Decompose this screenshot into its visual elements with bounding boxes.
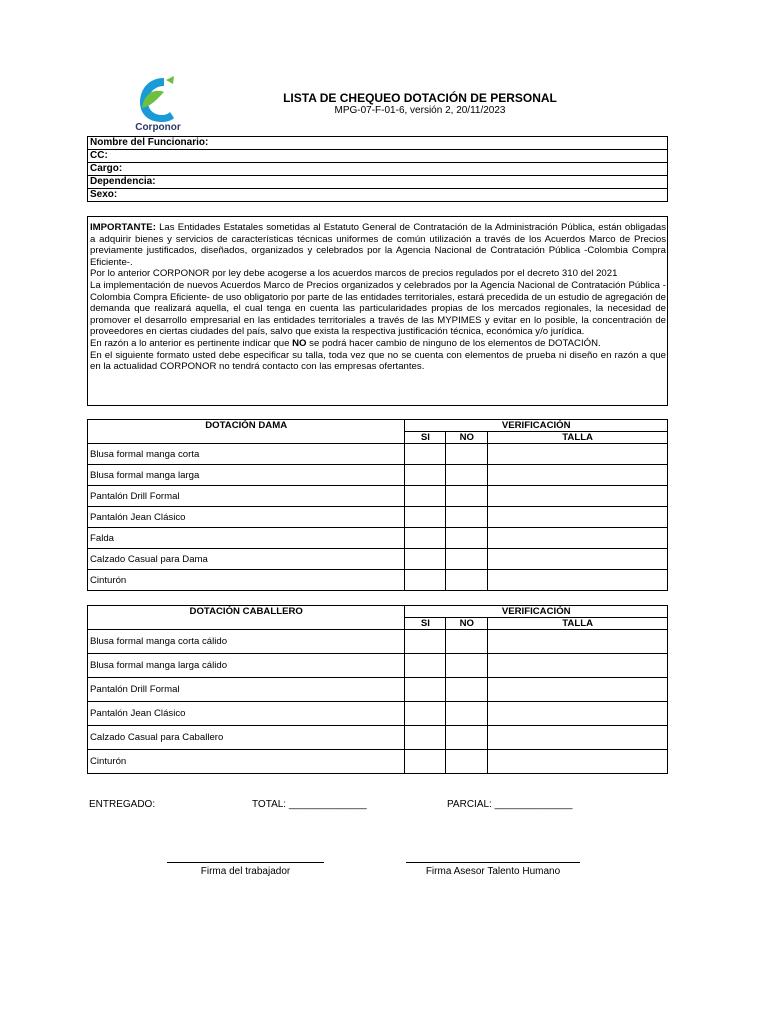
dama-si-cell[interactable]: [405, 549, 446, 570]
worker-signature-label: Firma del trabajador: [200, 866, 291, 877]
caballero-talla-cell[interactable]: [488, 702, 668, 726]
dama-item: Blusa formal manga corta: [88, 444, 405, 465]
caballero-talla-cell[interactable]: [488, 630, 668, 654]
document-title: LISTA DE CHEQUEO DOTACIÓN DE PERSONAL: [283, 91, 557, 105]
dama-talla-cell[interactable]: [488, 444, 668, 465]
dama-no-cell[interactable]: [446, 507, 488, 528]
notice-p3: La implementación de nuevos Acuerdos Marco de Precios organizados y celebrados por la Agencia Nacional de Contratación Pública -Colombia Compra Eficiente- de uso obligatorio por parte de las entidades territoriales, estará precedida de un estudio de agregación de demanda que realizará aquella, el cual tenga en cuenta las particularidades propias de los mercados regionales, la necesidad de promover el desarrollo empresarial en las entidades territoriales a través de las MYPIMES y evitar en lo posible, la concentración de proveedores en ciertas ciudades del país, salvo que exista la respectiva justificación técnica, económica y/o jurídica.: [90, 279, 666, 338]
total-field[interactable]: TOTAL: ______________: [252, 799, 367, 810]
caballero-si-cell[interactable]: [405, 726, 446, 750]
caballero-si-cell[interactable]: [405, 750, 446, 774]
important-label: IMPORTANTE:: [90, 222, 156, 233]
notice-p4a: En razón a lo anterior es pertinente indicar que: [90, 337, 293, 349]
dama-no-cell[interactable]: [446, 549, 488, 570]
dama-no-cell[interactable]: [446, 444, 488, 465]
dama-no-cell[interactable]: [446, 486, 488, 507]
field-cc[interactable]: CC:: [88, 150, 668, 163]
dama-item: Blusa formal manga larga: [88, 465, 405, 486]
caballero-talla-cell[interactable]: [488, 750, 668, 774]
dama-si-cell[interactable]: [405, 444, 446, 465]
caballero-header: DOTACIÓN CABALLERO: [88, 606, 405, 630]
dama-no-header: NO: [446, 432, 488, 444]
caballero-verification-header: VERIFICACIÓN: [405, 606, 668, 618]
caballero-no-cell[interactable]: [446, 702, 488, 726]
caballero-si-cell[interactable]: [405, 702, 446, 726]
dama-item: Cinturón: [88, 570, 405, 591]
caballero-no-header: NO: [446, 618, 488, 630]
worker-signature-line[interactable]: [167, 862, 324, 863]
employee-info-table: [87, 136, 668, 202]
parcial-field[interactable]: PARCIAL: ______________: [447, 799, 573, 810]
dama-talla-cell[interactable]: [488, 528, 668, 549]
caballero-talla-cell[interactable]: [488, 678, 668, 702]
advisor-signature-label: Firma Asesor Talento Humano: [425, 866, 561, 877]
caballero-si-header: SI: [405, 618, 446, 630]
dama-no-cell[interactable]: [446, 465, 488, 486]
notice-p2: Por lo anterior CORPONOR por ley debe acogerse a los acuerdos marcos de precios regulados por el decreto 310 del 2021: [90, 268, 618, 280]
document-code: MPG-07-F-01-6, versión 2, 20/11/2023: [334, 105, 506, 116]
field-dependencia[interactable]: Dependencia:: [88, 176, 668, 189]
dama-header: DOTACIÓN DAMA: [88, 420, 405, 444]
caballero-no-cell[interactable]: [446, 630, 488, 654]
dama-verification-header: VERIFICACIÓN: [405, 420, 668, 432]
caballero-si-cell[interactable]: [405, 654, 446, 678]
dama-talla-cell[interactable]: [488, 570, 668, 591]
dama-talla-cell[interactable]: [488, 486, 668, 507]
notice-p4c: se podrá hacer cambio de ninguno de los elementos de DOTACIÓN.: [306, 337, 601, 349]
dama-item: Pantalón Drill Formal: [88, 486, 405, 507]
caballero-item: Blusa formal manga larga cálido: [88, 654, 405, 678]
caballero-no-cell[interactable]: [446, 726, 488, 750]
notice-p1: Las Entidades Estatales sometidas al Estatuto General de Contratación de la Administración Pública, están obligadas a adquirir bienes y servicios de características técnicas uniformes de común utilización a través de los Acuerdos Marco de Precios previamente justificados, diseñados, organizados y celebrados por la Agencia Nacional de Contratación Pública -Colombia Compra Eficiente-.: [90, 222, 666, 268]
dama-talla-header: TALLA: [488, 432, 668, 444]
dama-no-cell[interactable]: [446, 528, 488, 549]
dama-talla-cell[interactable]: [488, 507, 668, 528]
caballero-si-cell[interactable]: [405, 630, 446, 654]
caballero-item: Cinturón: [88, 750, 405, 774]
caballero-no-cell[interactable]: [446, 654, 488, 678]
advisor-signature-line[interactable]: [406, 862, 580, 863]
dotacion-dama-table: [87, 419, 668, 591]
dama-si-header: SI: [405, 432, 446, 444]
dama-si-cell[interactable]: [405, 507, 446, 528]
field-sexo[interactable]: Sexo:: [88, 189, 668, 202]
dama-item: Pantalón Jean Clásico: [88, 507, 405, 528]
dama-talla-cell[interactable]: [488, 549, 668, 570]
dama-si-cell[interactable]: [405, 570, 446, 591]
caballero-si-cell[interactable]: [405, 678, 446, 702]
dama-si-cell[interactable]: [405, 486, 446, 507]
caballero-talla-cell[interactable]: [488, 654, 668, 678]
caballero-item: Calzado Casual para Caballero: [88, 726, 405, 750]
dama-si-cell[interactable]: [405, 528, 446, 549]
caballero-talla-cell[interactable]: [488, 726, 668, 750]
dama-item: Falda: [88, 528, 405, 549]
caballero-item: Blusa formal manga corta cálido: [88, 630, 405, 654]
dama-no-cell[interactable]: [446, 570, 488, 591]
caballero-item: Pantalón Drill Formal: [88, 678, 405, 702]
dotacion-caballero-table: [87, 605, 668, 774]
dama-talla-cell[interactable]: [488, 465, 668, 486]
entregado-label: ENTREGADO:: [89, 799, 156, 810]
important-notice: [87, 216, 668, 406]
caballero-item: Pantalón Jean Clásico: [88, 702, 405, 726]
logo-text: Corponor: [135, 122, 181, 133]
field-nombre[interactable]: Nombre del Funcionario:: [88, 137, 668, 150]
caballero-no-cell[interactable]: [446, 678, 488, 702]
dama-item: Calzado Casual para Dama: [88, 549, 405, 570]
notice-p5: En el siguiente formato usted debe especificar su talla, toda vez que no se cuenta con elementos de prueba ni diseño en razón a que en la actualidad CORPONOR no tendrá contacto con las empresas ofertantes.: [90, 349, 666, 373]
caballero-talla-header: TALLA: [488, 618, 668, 630]
caballero-no-cell[interactable]: [446, 750, 488, 774]
field-cargo[interactable]: Cargo:: [88, 163, 668, 176]
dama-si-cell[interactable]: [405, 465, 446, 486]
notice-p4b: NO: [292, 337, 307, 349]
